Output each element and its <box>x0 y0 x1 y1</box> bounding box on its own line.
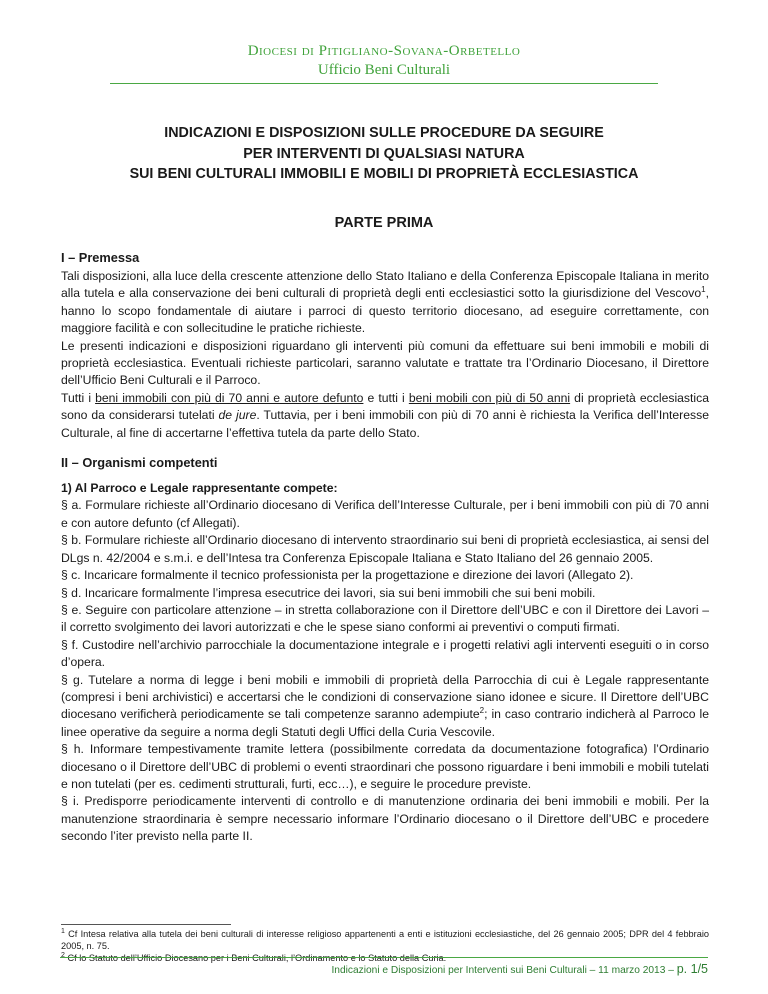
document-body <box>61 249 709 846</box>
clause-e: § e. Seguire con particolare attenzione – in stretta collaborazione con il Direttore dell’UBC e con il Direttore dei Lavori – il corretto svolgimento dei lavori autorizzati e che le spese siano conformi ai preventivi o computi firmati. <box>61 602 709 635</box>
footnotes <box>61 928 709 965</box>
footnote-ref-1[interactable]: 1 <box>701 285 706 295</box>
title-line-3: SUI BENI CULTURALI IMMOBILI E MOBILI DI PROPRIETÀ ECCLESIASTICA <box>129 166 639 182</box>
letterhead <box>110 42 658 79</box>
footer-divider <box>60 957 708 958</box>
office-name: Ufficio Beni Culturali <box>317 62 451 78</box>
title-line-2: PER INTERVENTI DI QUALSIASI NATURA <box>243 145 525 162</box>
part-title: PARTE PRIMA <box>334 215 434 231</box>
paragraph-premessa-2: Le presenti indicazioni e disposizioni riguardano gli interventi più comuni da effettuare sui beni immobili e mobili di proprietà ecclesiastica. Eventuali richieste particolari, saranno valutate e trattate tra l’Ordinario Diocesano, il Direttore dell’Ufficio Beni Culturali e il Parroco. <box>61 338 709 388</box>
footnote-ref-2[interactable]: 2 <box>479 706 485 716</box>
section-heading-premessa: I – Premessa <box>61 250 140 265</box>
paragraph-premessa-1: Tali disposizioni, alla luce della crescente attenzione dello Stato Italiano e della Conferenza Episcopale Italiana in merito alla tutela e alla conservazione dei beni culturali di proprietà degli enti ecclesiastici sotto la giurisdizione del Vescovo$^1$, hanno lo scopo fondamentale di aiutare i parroci di questo territorio diocesano, ad eseguire correttamente, con maggiore facilità e con sollecitudine le pratiche richieste. <box>61 269 709 336</box>
clause-d: § d. Incaricare formalmente l’impresa esecutrice dei lavori, sia sui beni immobili che sui beni mobili. <box>61 585 596 600</box>
diocese-name: Diocesi di Pitigliano-Sovana-Orbetello <box>247 43 521 59</box>
paragraph-premessa-3: Tutti i beni immobili con più di 70 anni e autore defunto e tutti i beni mobili con più di 50 anni di proprietà ecclesiastica sono da considerarsi tutelati de jure. Tuttavia, per i beni immobili con più di 70 anni è richiesta la Verifica dell’Interesse Culturale, al fine di accertarne l’effettiva tutela da parte dello Stato. <box>61 390 709 440</box>
footer-text: Indicazioni e Disposizioni per Interventi sui Beni Culturali – 11 marzo 2013 – <box>331 965 677 976</box>
document-title <box>60 123 708 185</box>
title-line-1: INDICAZIONI E DISPOSIZIONI SULLE PROCEDURE DA SEGUIRE <box>164 125 604 141</box>
footnote-2: $^2$ Cf lo Statuto dell’Ufficio Diocesano per i Beni Culturali, l’Ordinamento e lo Statuto della Curia. <box>61 952 447 964</box>
clause-h: § h. Informare tempestivamente tramite lettera (possibilmente corredata da documentazione fotografica) l’Ordinario diocesano o il Direttore dell’UBC di problemi o eventi straordinari che possono riguardare i beni immobili e mobili tutelati e non tutelati (per es. cedimenti strutturali, furti, ecc…), e seguire le procedure previste. <box>61 742 709 791</box>
subsection-heading-parroco: 1) Al Parroco e Legale rappresentante compete: <box>61 481 338 496</box>
clause-a: § a. Formulare richieste all’Ordinario diocesano di Verifica dell’Interesse Culturale, per i beni immobili con più di 70 anni e con autore defunto (cf Allegati). <box>61 498 709 530</box>
footnote-1: $^1$ Cf Intesa relativa alla tutela dei beni culturali di interesse religioso appartenenti a enti e istituzioni ecclesiastiche, del 26 gennaio 2005; DPR del 4 febbraio 2005, n. 75. <box>61 927 709 952</box>
section-heading-organismi: II – Organismi competenti <box>61 455 218 471</box>
page-footer <box>331 962 708 976</box>
clause-b: § b. Formulare richieste all’Ordinario diocesano di intervento straordinario sui beni di proprietà ecclesiastica, ai sensi del DLgs n. 42/2004 e s.m.i. e dell’Intesa tra Conferenza Episcopale Italiana e Stato Italiano del 26 gennaio 2005. <box>61 533 709 565</box>
page-number: p. 1/5 <box>676 962 708 976</box>
clause-g: § g. Tutelare a norma di legge i beni mobili e immobili di proprietà della Parrocchia di cui è Legale rappresentante (compresi i beni archivistici) e accertarsi che le condizioni di conservazione siano idonee e sicure. Il Direttore dell’UBC diocesano verificherà periodicamente se tali competenze saranno adempiute$^2$; in caso contrario indicherà al Parroco le linee operative da seguire a norma degli Statuti degli Uffici della Curia Vescovile. <box>61 672 710 739</box>
header-divider <box>110 83 658 84</box>
clause-i: § i. Predisporre periodicamente interventi di controllo e di manutenzione ordinaria dei beni immobili e mobili. Per la manutenzione straordinaria è sempre necessario informare l’Ordinario diocesano o il Direttore dell’UBC e procedere secondo l’iter previsto nella parte II. <box>61 794 709 844</box>
clause-c: § c. Incaricare formalmente il tecnico professionista per la progettazione e direzione dei lavori (Allegato 2). <box>61 568 634 583</box>
footnote-divider <box>61 924 231 925</box>
clause-f: § f. Custodire nell’archivio parrocchiale la documentazione integrale e i progetti relativi agli interventi eseguiti o in corso d’opera. <box>61 637 709 670</box>
